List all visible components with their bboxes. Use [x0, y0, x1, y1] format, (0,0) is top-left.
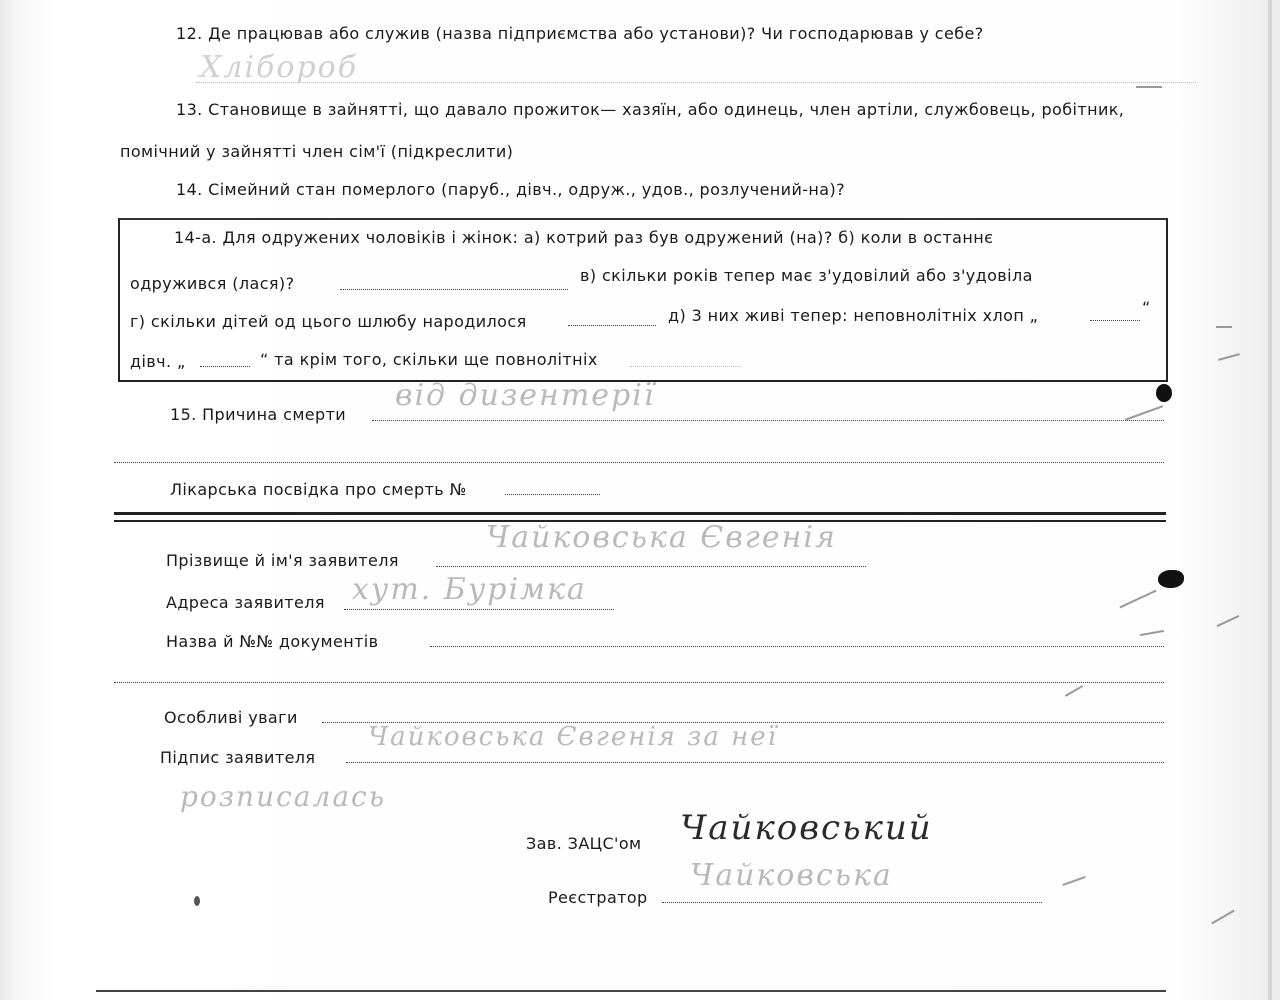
q14a-label-line1: 14-а. Для одружених чоловіків і жінок: а) котрий раз був одружений (на)? б) коли в останнє: [174, 228, 994, 247]
q13-label-line2: помічний у зайнятті член сім'ї (підкреслити): [120, 142, 514, 161]
q12-handwritten-answer: Хлібороб: [200, 50, 359, 85]
signature-handwritten-cont: розписалась: [180, 780, 386, 813]
q14a-children-line: [568, 325, 656, 326]
q13-label-line1: 13. Становище в зайнятті, що давало прожиток— хазяїн, або одинець, член артіли, службовець, робітник,: [176, 100, 1125, 119]
documents-label: Назва й №№ документів: [166, 632, 379, 651]
paper-crease: [1119, 590, 1156, 609]
signature-label: Підпис заявителя: [160, 748, 316, 767]
registrar-label: Реєстратор: [548, 888, 648, 907]
q14a-label-line4b: “ та крім того, скільки ще повнолітніх: [260, 350, 598, 369]
ink-blot: [1156, 384, 1172, 402]
q15-handwritten-answer: від дизентерії: [395, 378, 656, 413]
ink-speck: [194, 896, 200, 906]
q15-extra-line: [114, 462, 1164, 463]
paper-crease: [1136, 86, 1162, 88]
documents-line: [430, 646, 1164, 647]
q14a-quote: “: [1142, 298, 1151, 317]
q14a-label-line2a: одружився (лася)?: [130, 274, 295, 293]
q14a-remarried-line: [340, 289, 568, 290]
paper-crease: [1062, 876, 1085, 886]
applicant-name-line: [436, 566, 866, 567]
paper-crease: [1125, 405, 1163, 421]
documents-extra-line: [114, 682, 1164, 683]
applicant-name-label: Прізвище й ім'я заявителя: [166, 551, 399, 570]
applicant-address-label: Адреса заявителя: [166, 593, 325, 612]
q14a-label-line2b: в) скільки років тепер має з'удовілий або з'удовіла: [580, 266, 1033, 285]
page-edge: [1268, 0, 1272, 1000]
medical-cert-label: Лікарська посвідка про смерть №: [170, 480, 467, 499]
registrar-line: [662, 902, 1042, 903]
signature-handwritten: Чайковська Євгенія за неї: [368, 722, 778, 752]
registrar-signature: Чайковська: [690, 858, 893, 893]
q14a-girls-line: [200, 366, 250, 367]
applicant-address-line: [344, 609, 614, 610]
q12-label: 12. Де працював або служив (назва підприємства або установи)? Чи господарював у себе?: [176, 24, 984, 43]
q15-answer-line: [372, 420, 1164, 421]
q14a-label-line4a: дівч. „: [130, 352, 186, 371]
q15-label: 15. Причина смерти: [170, 405, 347, 424]
q14a-label-line3b: д) 3 них живі тепер: неповнолітніх хлоп „: [668, 306, 1039, 325]
paper-crease: [1217, 615, 1240, 627]
paper-crease: [1218, 353, 1240, 361]
zags-head-label: Зав. ЗАЦС'ом: [526, 834, 642, 853]
applicant-address-handwritten: хут. Бурімка: [352, 572, 587, 607]
applicant-name-handwritten: Чайковська Євгенія: [486, 520, 837, 555]
paper-crease: [1211, 910, 1235, 925]
bottom-rule: [96, 990, 1166, 992]
special-notes-label: Особливі уваги: [164, 708, 298, 727]
q14a-boys-line: [1090, 320, 1140, 321]
signature-line: [346, 762, 1164, 763]
q14a-label-line3a: г) скільки дітей од цього шлюбу народилося: [130, 312, 527, 331]
paper-crease: [1216, 326, 1232, 328]
paper-crease: [1140, 630, 1164, 636]
q14a-adults-line: [630, 366, 740, 367]
paper-crease: [1065, 685, 1083, 697]
separator-top: [114, 512, 1166, 515]
q14-label: 14. Сімейний стан померлого (паруб., дівч., одруж., удов., розлучений-на)?: [176, 180, 846, 199]
medical-cert-line: [505, 494, 600, 495]
ink-blot: [1158, 570, 1184, 588]
zags-head-signature: Чайковський: [680, 808, 933, 848]
